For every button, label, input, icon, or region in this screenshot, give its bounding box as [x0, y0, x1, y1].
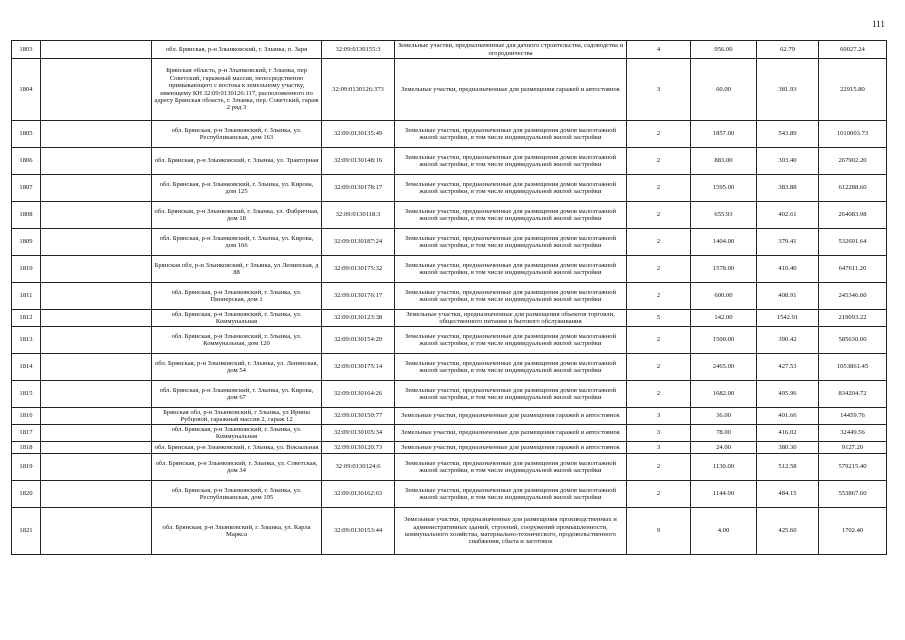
- row-number-cell: 1804: [12, 59, 41, 121]
- cadastral-value-cell: 219093.22: [819, 310, 887, 327]
- table-row: [12, 408, 887, 425]
- area-cell: 600.00: [691, 283, 757, 310]
- land-use-cell: Земельные участки, предназначенные для размещения домов малоэтажной жилой застройки, в том числе индивидуальной жилой застройки: [395, 481, 627, 508]
- blank-cell: [41, 256, 152, 283]
- specific-value-cell: 62.79: [757, 41, 819, 59]
- cadastral-number-cell: 32:09:0130154:20: [322, 327, 395, 354]
- cadastral-number-cell: 32:09:0130155:3: [322, 41, 395, 59]
- specific-value-cell: 1542.91: [757, 310, 819, 327]
- table-row: [12, 481, 887, 508]
- cadastral-value-cell: 1010003.73: [819, 121, 887, 148]
- address-cell: обл. Брянская, р-н Злынковский, г. Злынка, ул. Коммунальная, дом 120: [152, 327, 322, 354]
- specific-value-cell: 484.15: [757, 481, 819, 508]
- row-number-cell: 1816: [12, 408, 41, 425]
- address-cell: обл. Брянская, р-н Злынковский, г. Злынка, ул. Карла Маркса: [152, 508, 322, 555]
- blank-cell: [41, 381, 152, 408]
- row-number-cell: 1812: [12, 310, 41, 327]
- area-cell: 2465.00: [691, 354, 757, 381]
- specific-value-cell: 543.89: [757, 121, 819, 148]
- cadastral-value-cell: 22915.80: [819, 59, 887, 121]
- address-cell: обл. Брянская, р-н Злынковский, г. Злынка, ул. Кирова, дом 125: [152, 175, 322, 202]
- area-cell: 1144.00: [691, 481, 757, 508]
- address-cell: Брянская область, р-н Злынковский, г Злынка, пер Советский, гаражный массив, непосредственно примыкающего с востока к земельному участку, имеющему КН 32:09:0130126:117, расположенного по адресу Брянская область, г. Злынка, пер. Советский, гараж 2 ряд 3: [152, 59, 322, 121]
- specific-value-cell: 495.96: [757, 381, 819, 408]
- group-cell: 2: [627, 175, 691, 202]
- table-row: [12, 354, 887, 381]
- cadastral-number-cell: 32:09:0130162:63: [322, 481, 395, 508]
- area-cell: 24.00: [691, 442, 757, 454]
- row-number-cell: 1814: [12, 354, 41, 381]
- address-cell: обл. Брянская, р-н Злынковский, г. Злынка, ул. Пионерская, дом 1: [152, 283, 322, 310]
- group-cell: 3: [627, 425, 691, 442]
- table-row: [12, 229, 887, 256]
- cadastral-number-cell: 32:09:0130126:373: [322, 59, 395, 121]
- cadastral-number-cell: 32:09:0130120:73: [322, 442, 395, 454]
- area-cell: 883.00: [691, 148, 757, 175]
- cadastral-value-cell: 647611.20: [819, 256, 887, 283]
- specific-value-cell: 380.30: [757, 442, 819, 454]
- page-number: 111: [872, 19, 885, 29]
- table-row: [12, 41, 887, 59]
- cadastral-value-cell: 264083.98: [819, 202, 887, 229]
- specific-value-cell: 425.60: [757, 508, 819, 555]
- specific-value-cell: 402.61: [757, 202, 819, 229]
- group-cell: 9: [627, 508, 691, 555]
- address-cell: обл. Брянская, р-н Злынковский, г. Злынка, ул. Ленинская, дом 54: [152, 354, 322, 381]
- group-cell: 2: [627, 327, 691, 354]
- area-cell: 60.00: [691, 59, 757, 121]
- area-cell: 1404.00: [691, 229, 757, 256]
- cadastral-value-cell: 579215.40: [819, 454, 887, 481]
- land-use-cell: Земельные участки, предназначенные для размещения домов малоэтажной жилой застройки, в том числе индивидуальной жилой застройки: [395, 202, 627, 229]
- cadastral-number-cell: 32:09:0130135:49: [322, 121, 395, 148]
- cadastral-number-cell: 32:09:0130178:17: [322, 175, 395, 202]
- row-number-cell: 1818: [12, 442, 41, 454]
- row-number-cell: 1815: [12, 381, 41, 408]
- blank-cell: [41, 408, 152, 425]
- land-use-cell: Земельные участки, предназначенные для размещения производственных и административных зданий, строений, сооружений промышленности, коммунального хозяйства, материально-технического, продовольственного снабжения, сбыта и заготовок: [395, 508, 627, 555]
- land-use-cell: Земельные участки, предназначенные для размещения гаражей и автостоянок: [395, 425, 627, 442]
- address-cell: обл. Брянская, р-н Злынковский, г. Злынка, ул. Кирова, дом 166: [152, 229, 322, 256]
- cadastral-value-cell: 612288.60: [819, 175, 887, 202]
- land-use-cell: Земельные участки, предназначенные для размещения домов малоэтажной жилой застройки, в том числе индивидуальной жилой застройки: [395, 229, 627, 256]
- table-row: [12, 508, 887, 555]
- area-cell: 4.00: [691, 508, 757, 555]
- specific-value-cell: 408.91: [757, 283, 819, 310]
- cadastral-value-cell: 245346.00: [819, 283, 887, 310]
- blank-cell: [41, 148, 152, 175]
- area-cell: 1500.00: [691, 327, 757, 354]
- row-number-cell: 1805: [12, 121, 41, 148]
- specific-value-cell: 410.40: [757, 256, 819, 283]
- blank-cell: [41, 283, 152, 310]
- area-cell: 142.00: [691, 310, 757, 327]
- cadastral-value-cell: 1053861.45: [819, 354, 887, 381]
- blank-cell: [41, 175, 152, 202]
- blank-cell: [41, 41, 152, 59]
- cadastral-value-cell: 60027.24: [819, 41, 887, 59]
- row-number-cell: 1803: [12, 41, 41, 59]
- row-number-cell: 1811: [12, 283, 41, 310]
- address-cell: обл. Брянская, р-н Злынковский, г. Злынка, ул. Коммунальная: [152, 310, 322, 327]
- row-number-cell: 1817: [12, 425, 41, 442]
- cadastral-value-cell: 834204.72: [819, 381, 887, 408]
- land-use-cell: Земельные участки, предназначенные для размещения гаражей и автостоянок: [395, 59, 627, 121]
- table-row: [12, 381, 887, 408]
- land-use-cell: Земельные участки, предназначенные для размещения домов малоэтажной жилой застройки, в том числе индивидуальной жилой застройки: [395, 121, 627, 148]
- group-cell: 3: [627, 442, 691, 454]
- table-row: [12, 454, 887, 481]
- group-cell: 2: [627, 229, 691, 256]
- area-cell: 1595.00: [691, 175, 757, 202]
- row-number-cell: 1819: [12, 454, 41, 481]
- group-cell: 2: [627, 202, 691, 229]
- group-cell: 2: [627, 283, 691, 310]
- cadastral-value-cell: 267902.20: [819, 148, 887, 175]
- specific-value-cell: 303.40: [757, 148, 819, 175]
- blank-cell: [41, 202, 152, 229]
- cadastral-value-cell: 1702.40: [819, 508, 887, 555]
- cadastral-number-cell: 32:09:0130123:38: [322, 310, 395, 327]
- table-row: [12, 175, 887, 202]
- cadastral-number-cell: 32:09:0130164:26: [322, 381, 395, 408]
- address-cell: обл. Брянская, р-н Злынковский, г. Злынка, ул. Фабричная, дом 18: [152, 202, 322, 229]
- blank-cell: [41, 229, 152, 256]
- group-cell: 4: [627, 41, 691, 59]
- blank-cell: [41, 121, 152, 148]
- blank-cell: [41, 481, 152, 508]
- group-cell: 5: [627, 310, 691, 327]
- specific-value-cell: 416.02: [757, 425, 819, 442]
- blank-cell: [41, 442, 152, 454]
- area-cell: 1857.00: [691, 121, 757, 148]
- area-cell: 1578.00: [691, 256, 757, 283]
- row-number-cell: 1821: [12, 508, 41, 555]
- cadastral-value-table: [11, 40, 887, 555]
- land-use-cell: Земельные участки, предназначенные для размещения домов малоэтажной жилой застройки, в том числе индивидуальной жилой застройки: [395, 381, 627, 408]
- specific-value-cell: 427.53: [757, 354, 819, 381]
- row-number-cell: 1807: [12, 175, 41, 202]
- table-row: [12, 202, 887, 229]
- row-number-cell: 1809: [12, 229, 41, 256]
- land-use-cell: Земельные участки, предназначенные для размещения домов малоэтажной жилой застройки, в том числе индивидуальной жилой застройки: [395, 327, 627, 354]
- land-use-cell: Земельные участки, предназначенные для размещения гаражей и автостоянок: [395, 408, 627, 425]
- cadastral-value-cell: 532691.64: [819, 229, 887, 256]
- group-cell: 3: [627, 59, 691, 121]
- table-row: [12, 59, 887, 121]
- address-cell: обл. Брянская, р-н Злынковский, г. Злынка, ул. Советская, дом 34: [152, 454, 322, 481]
- group-cell: 2: [627, 381, 691, 408]
- table-row: [12, 310, 887, 327]
- table-row: [12, 121, 887, 148]
- group-cell: 2: [627, 121, 691, 148]
- address-cell: обл. Брянская, р-н Злынковский, г. Злынка, ул. Кирова, дом 67: [152, 381, 322, 408]
- group-cell: 2: [627, 454, 691, 481]
- address-cell: обл. Брянская, р-н Злынковский, г. Злынка, п. Заря: [152, 41, 322, 59]
- blank-cell: [41, 310, 152, 327]
- specific-value-cell: 401.66: [757, 408, 819, 425]
- area-cell: 36.00: [691, 408, 757, 425]
- cadastral-value-cell: 9127.20: [819, 442, 887, 454]
- specific-value-cell: 381.93: [757, 59, 819, 121]
- address-cell: обл. Брянская, р-н Злынковский, г. Злынка, ул. Коммунальная: [152, 425, 322, 442]
- row-number-cell: 1808: [12, 202, 41, 229]
- land-use-cell: Земельные участки, предназначенные для дачного строительства, садоводства и огородничества: [395, 41, 627, 59]
- area-cell: 655.93: [691, 202, 757, 229]
- blank-cell: [41, 508, 152, 555]
- cadastral-value-cell: 585630.00: [819, 327, 887, 354]
- land-use-cell: Земельные участки, предназначенные для размещения объектов торговли, общественного питания и бытового обслуживания: [395, 310, 627, 327]
- land-use-cell: Земельные участки, предназначенные для размещения домов малоэтажной жилой застройки, в том числе индивидуальной жилой застройки: [395, 283, 627, 310]
- group-cell: 2: [627, 354, 691, 381]
- address-cell: Брянская обл, р-н Злынковский, г Злынка, ул Ленинская, д 88: [152, 256, 322, 283]
- table-row: [12, 425, 887, 442]
- table-row: [12, 442, 887, 454]
- cadastral-number-cell: 32:09:0130175:14: [322, 354, 395, 381]
- land-use-cell: Земельные участки, предназначенные для размещения домов малоэтажной жилой застройки, в том числе индивидуальной жилой застройки: [395, 454, 627, 481]
- group-cell: 2: [627, 481, 691, 508]
- specific-value-cell: 379.41: [757, 229, 819, 256]
- specific-value-cell: 383.88: [757, 175, 819, 202]
- cadastral-number-cell: 32:09:0130150:77: [322, 408, 395, 425]
- table-row: [12, 283, 887, 310]
- blank-cell: [41, 327, 152, 354]
- row-number-cell: 1810: [12, 256, 41, 283]
- specific-value-cell: 390.42: [757, 327, 819, 354]
- area-cell: 1130.00: [691, 454, 757, 481]
- address-cell: обл. Брянская, р-н Злынковский, г. Злынка, ул. Вокзальная: [152, 442, 322, 454]
- row-number-cell: 1820: [12, 481, 41, 508]
- area-cell: 78.00: [691, 425, 757, 442]
- cadastral-number-cell: 32:09:0130105:34: [322, 425, 395, 442]
- cadastral-value-cell: 14459.76: [819, 408, 887, 425]
- blank-cell: [41, 59, 152, 121]
- address-cell: обл. Брянская, р-н Злынковский, г. Злынка, ул. Республиканская, дом 163: [152, 121, 322, 148]
- group-cell: 2: [627, 148, 691, 175]
- land-use-cell: Земельные участки, предназначенные для размещения домов малоэтажной жилой застройки, в том числе индивидуальной жилой застройки: [395, 354, 627, 381]
- land-use-cell: Земельные участки, предназначенные для размещения домов малоэтажной жилой застройки, в том числе индивидуальной жилой застройки: [395, 175, 627, 202]
- row-number-cell: 1813: [12, 327, 41, 354]
- cadastral-value-cell: 553867.60: [819, 481, 887, 508]
- area-cell: 1682.00: [691, 381, 757, 408]
- area-cell: 956.00: [691, 41, 757, 59]
- cadastral-number-cell: 32:09:0130176:17: [322, 283, 395, 310]
- table-row: [12, 148, 887, 175]
- table-row: [12, 327, 887, 354]
- specific-value-cell: 512.58: [757, 454, 819, 481]
- cadastral-number-cell: 32:09:0130124:6: [322, 454, 395, 481]
- address-cell: Брянская обл, р-н Злынковский, г Злынка, ул Ирины Рубцовой, гаражный массив 2, гараж 12: [152, 408, 322, 425]
- land-use-cell: Земельные участки, предназначенные для размещения домов малоэтажной жилой застройки, в том числе индивидуальной жилой застройки: [395, 256, 627, 283]
- address-cell: обл. Брянская, р-н Злынковский, г. Злынка, ул. Республиканская, дом 195: [152, 481, 322, 508]
- cadastral-number-cell: 32:09:0130148:16: [322, 148, 395, 175]
- cadastral-number-cell: 32:09:0130153:44: [322, 508, 395, 555]
- cadastral-number-cell: 32:09:0130118:3: [322, 202, 395, 229]
- table-row: [12, 256, 887, 283]
- cadastral-number-cell: 32:09:0130187:24: [322, 229, 395, 256]
- blank-cell: [41, 454, 152, 481]
- cadastral-number-cell: 32:09:0130175:32: [322, 256, 395, 283]
- address-cell: обл. Брянская, р-н Злынковский, г. Злынка, ул. Тракторная: [152, 148, 322, 175]
- row-number-cell: 1806: [12, 148, 41, 175]
- group-cell: 2: [627, 256, 691, 283]
- cadastral-value-cell: 32449.56: [819, 425, 887, 442]
- blank-cell: [41, 425, 152, 442]
- land-use-cell: Земельные участки, предназначенные для размещения домов малоэтажной жилой застройки, в том числе индивидуальной жилой застройки: [395, 148, 627, 175]
- blank-cell: [41, 354, 152, 381]
- land-use-cell: Земельные участки, предназначенные для размещения гаражей и автостоянок: [395, 442, 627, 454]
- group-cell: 3: [627, 408, 691, 425]
